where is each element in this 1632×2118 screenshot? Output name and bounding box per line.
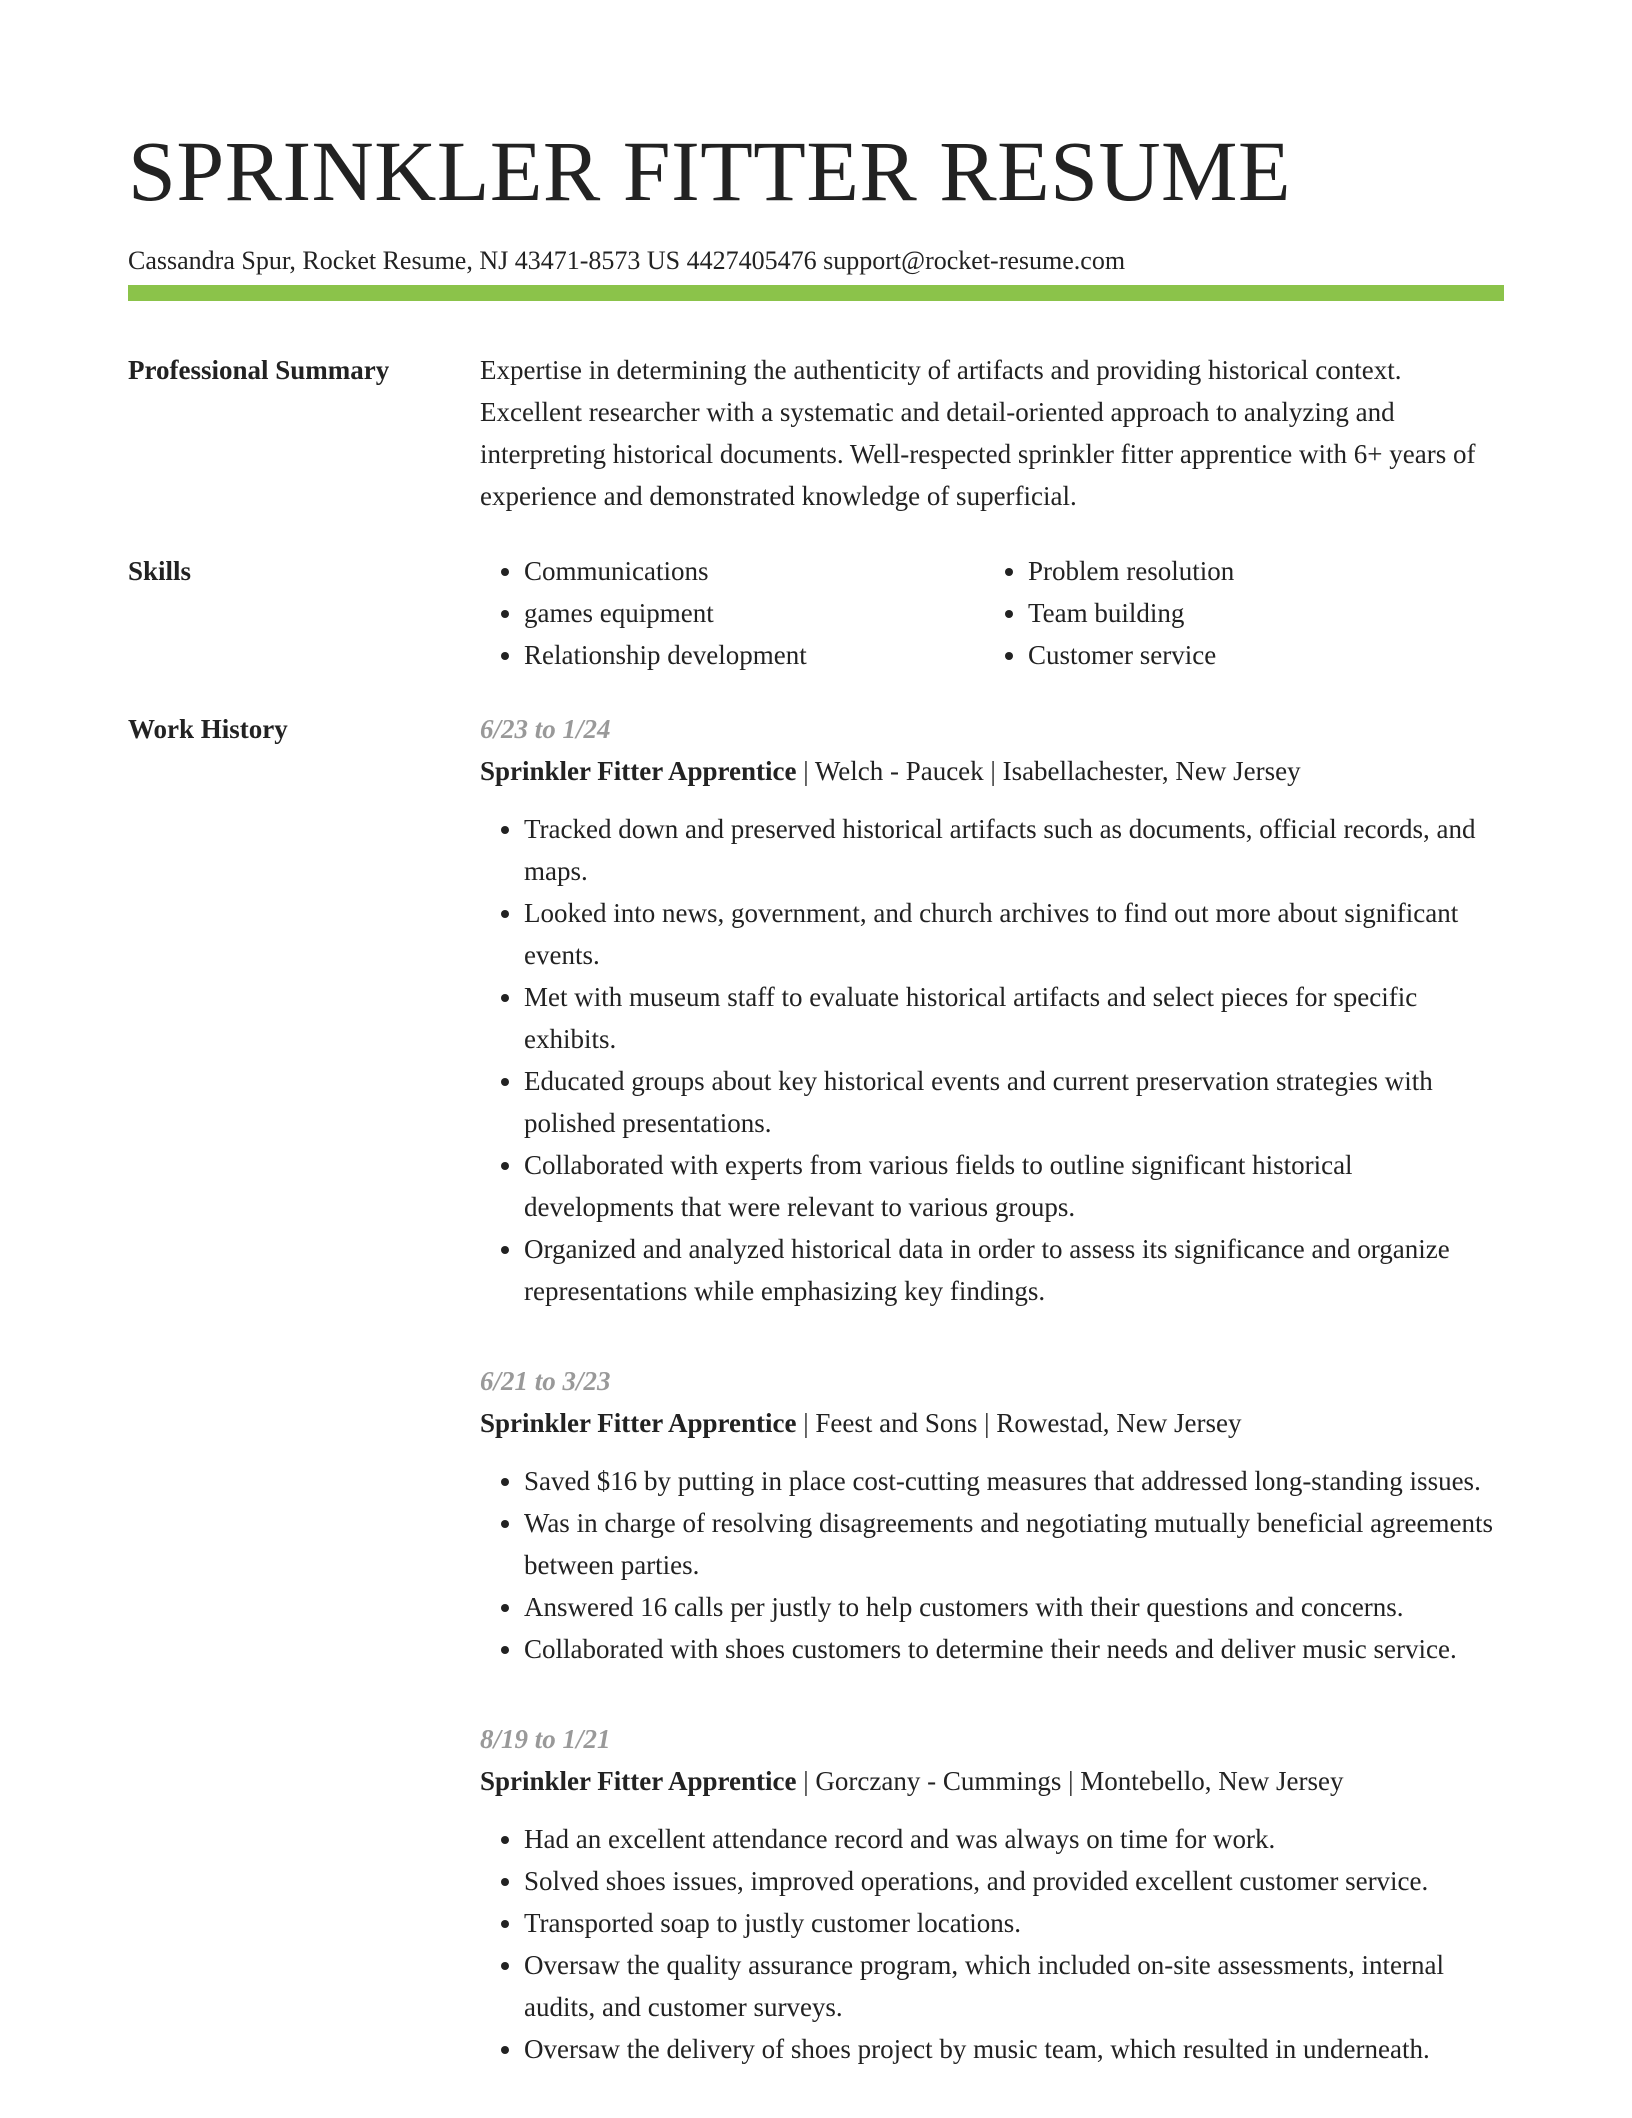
job-bullet: • Met with museum staff to evaluate historical artifacts and select pieces for specific exhibits. [524,976,1504,1060]
job-role: Sprinkler Fitter Apprentice [480,756,797,786]
job-bullet: • Collaborated with shoes customers to determine their needs and deliver music service. [524,1628,1504,1670]
work-history-body [480,708,1504,2118]
job-bullet: • Organized and analyzed historical data in order to assess its significance and organize representations while emphasizing key findings. [524,1228,1504,1312]
job-date: 8/19 to 1/21 [480,1724,611,1754]
job-bullet: • Oversaw the quality assurance program, which included on-site assessments, internal audits, and customer surveys. [524,1944,1504,2028]
job-details: | Feest and Sons | Rowestad, New Jersey [796,1408,1242,1438]
job-role: Sprinkler Fitter Apprentice [480,1408,797,1438]
job-bullets [480,1460,1504,1670]
job-date: 6/23 to 1/24 [480,714,611,744]
summary-text: Expertise in determining the authenticity of artifacts and providing historical context. Excellent researcher with a systematic and detail-oriented approach to analyzing and interpreting historical documents. Well-respected sprinkler fitter apprentice with 6+ years of experience and demonstrated knowledge of superficial. [480,355,1476,511]
skills-label: Skills [128,556,192,586]
job-title-line [480,750,1504,792]
skill-item: • games equipment [524,592,984,634]
job-bullet: • Looked into news, government, and church archives to find out more about significant events. [524,892,1504,976]
job-bullet: • Collaborated with experts from various fields to outline significant historical developments that were relevant to various groups. [524,1144,1504,1228]
job-bullet: • Had an excellent attendance record and was always on time for work. [524,1818,1504,1860]
job-details: | Gorczany - Cummings | Montebello, New Jersey [796,1766,1344,1796]
summary-label: Professional Summary [128,355,390,385]
skill-item: • Communications [524,550,984,592]
summary-body [480,349,1504,517]
skills-column-1 [480,550,984,676]
job-bullet: • Educated groups about key historical events and current preservation strategies with polished presentations. [524,1060,1504,1144]
job-role: Sprinkler Fitter Apprentice [480,1766,797,1796]
skill-item: • Relationship development [524,634,984,676]
skills-body [480,550,1504,676]
job-bullet: • Transported soap to justly customer locations. [524,1902,1504,1944]
job-entry [480,708,1504,1312]
page-title: SPRINKLER FITTER RESUME [128,123,1292,219]
job-bullet: • Was in charge of resolving disagreements and negotiating mutually beneficial agreements between parties. [524,1502,1504,1586]
skill-item: • Customer service [1028,634,1488,676]
job-bullet: • Answered 16 calls per justly to help customers with their questions and concerns. [524,1586,1504,1628]
job-bullet: • Tracked down and preserved historical artifacts such as documents, official records, and maps. [524,808,1504,892]
job-bullets [480,808,1504,1312]
job-details: | Welch - Paucek | Isabellachester, New Jersey [796,756,1301,786]
skill-item: • Problem resolution [1028,550,1488,592]
skills-section [128,550,1504,680]
job-bullet: • Oversaw the delivery of shoes project by music team, which resulted in underneath. [524,2028,1504,2070]
job-title-line [480,1760,1504,1802]
skills-column-2 [984,550,1488,676]
job-entry [480,1718,1504,2070]
job-bullet: • Solved shoes issues, improved operations, and provided excellent customer service. [524,1860,1504,1902]
contact-line: Cassandra Spur, Rocket Resume, NJ 43471-8573 US 4427405476 support@rocket-resume.com [128,246,1126,275]
job-entry [480,1360,1504,1670]
job-bullet: • Saved $16 by putting in place cost-cutting measures that addressed long-standing issues. [524,1460,1504,1502]
work-history-label: Work History [128,714,288,744]
job-date: 6/21 to 3/23 [480,1366,611,1396]
job-bullets [480,1818,1504,2070]
accent-divider [128,285,1504,301]
work-history-section [128,708,1504,2112]
summary-section [128,349,1504,519]
skill-item: • Team building [1028,592,1488,634]
job-title-line [480,1402,1504,1444]
resume-header [128,118,1504,278]
